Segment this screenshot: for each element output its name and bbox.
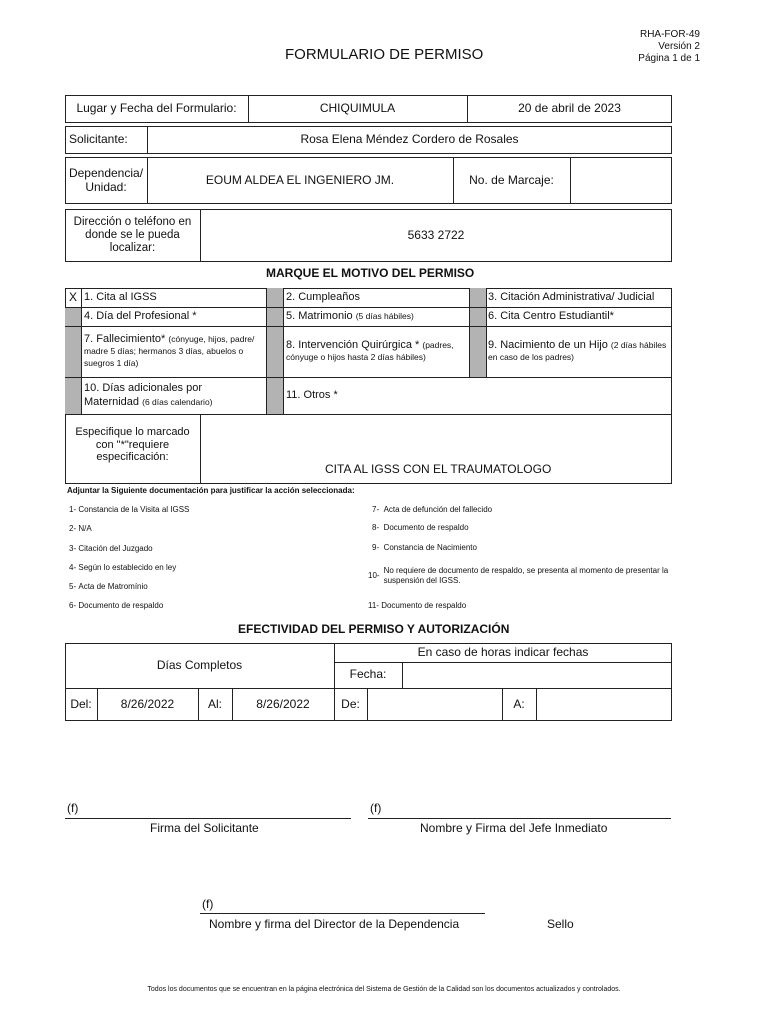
fecha-input[interactable] — [402, 662, 672, 688]
doc-item-text: Según lo establecido en ley — [78, 563, 177, 572]
checkbox-6[interactable] — [469, 307, 486, 326]
doc-item — [372, 505, 492, 514]
al-label: Al: — [207, 696, 222, 711]
doc-item — [69, 582, 148, 591]
solicitante-signature-line[interactable] — [65, 818, 351, 819]
de-input[interactable] — [367, 688, 502, 721]
del-value[interactable]: 8/26/2022 — [120, 696, 175, 711]
doc-item-num: 7- — [372, 505, 380, 514]
option-7 — [84, 333, 264, 369]
especifique-label: Especifique lo marcado con "*"requiere especificación: — [75, 426, 190, 464]
firma-solicitante-label: Firma del Solicitante — [150, 821, 259, 835]
doc-item — [368, 566, 698, 585]
option-6: 6. Cita Centro Estudiantil* — [488, 310, 614, 323]
solicitante-label: Solicitante: — [69, 132, 128, 147]
doc-item-num: 6- — [69, 601, 77, 610]
doc-item-num: 4- — [69, 563, 77, 572]
option-1: 1. Cita al IGSS — [84, 291, 157, 304]
del-label: Del: — [70, 696, 92, 711]
doc-item — [368, 601, 466, 610]
checkbox-2[interactable] — [266, 288, 283, 307]
especifique-value[interactable]: CITA AL IGSS CON EL TRAUMATOLOGO — [325, 462, 552, 476]
doc-item — [372, 523, 469, 532]
checkbox-11[interactable] — [266, 377, 283, 414]
checkbox-8[interactable] — [266, 326, 283, 377]
a-input[interactable] — [536, 688, 672, 721]
option-2: 2. Cumpleaños — [286, 291, 360, 304]
doc-code: RHA-FOR-49 — [639, 29, 700, 40]
doc-item — [69, 601, 163, 610]
doc-item-text: Constancia de Nacimiento — [383, 543, 477, 552]
checkbox-1-mark[interactable]: X — [68, 289, 77, 304]
checkbox-10[interactable] — [65, 377, 81, 414]
option-9 — [488, 339, 671, 363]
director-signature-line[interactable] — [200, 913, 485, 914]
firma-jefe-label: Nombre y Firma del Jefe Inmediato — [420, 821, 608, 835]
doc-item-text: Acta de defunción del fallecido — [383, 505, 493, 514]
option-9-note: (2 días hábiles en caso de los padres) — [488, 340, 667, 363]
option-11: 11. Otros * — [286, 389, 338, 402]
jefe-signature-line[interactable] — [368, 818, 671, 819]
option-10 — [84, 381, 249, 410]
doc-item — [69, 505, 189, 514]
option-8-note: (padres, cónyuge o hijos hasta 2 días hábiles) — [286, 340, 454, 363]
fecha-label: Fecha: — [349, 667, 387, 682]
de-label: De: — [341, 696, 360, 711]
doc-item-text: No requiere de documento de respaldo, se presenta al momento de presentar la suspensión del IGSS. — [383, 566, 669, 585]
f-solicitante: (f) — [67, 801, 79, 815]
checkbox-3[interactable] — [469, 288, 486, 307]
checkbox-5[interactable] — [266, 307, 283, 326]
dependencia-label: Dependencia/ Unidad: — [68, 165, 144, 194]
horas-label: En caso de horas indicar fechas — [417, 644, 589, 659]
motivo-title: MARQUE EL MOTIVO DEL PERMISO — [266, 266, 475, 280]
option-5-note: (5 días hábiles) — [355, 310, 414, 321]
marcaje-value[interactable] — [570, 157, 672, 204]
doc-item-text: Citación del Juzgado — [78, 544, 153, 553]
doc-item-num: 11- — [368, 601, 379, 610]
direccion-label: Dirección o teléfono en donde se le pueda localizar: — [73, 215, 192, 255]
option-7-note: (cónyuge, hijos, padre/ madre 5 días; hermanos 3 días, abuelos o suegros 1 día) — [84, 334, 255, 369]
doc-item-text: N/A — [78, 524, 92, 533]
doc-item-text: Documento de respaldo — [78, 601, 164, 610]
f-jefe: (f) — [370, 801, 382, 815]
doc-version: Versión 2 — [658, 41, 700, 52]
doc-item — [372, 543, 477, 552]
doc-item-text: Documento de respaldo — [381, 601, 467, 610]
option-3: 3. Citación Administrativa/ Judicial — [488, 291, 655, 304]
dias-completos-label: Días Completos — [156, 657, 243, 672]
checkbox-4[interactable] — [65, 307, 81, 326]
fecha-value[interactable]: 20 de abril de 2023 — [518, 101, 621, 116]
doc-item — [69, 563, 176, 572]
direccion-value[interactable]: 5633 2722 — [407, 227, 465, 242]
al-value[interactable]: 8/26/2022 — [256, 696, 310, 711]
dependencia-value[interactable]: EOUM ALDEA EL INGENIERO JM. — [205, 172, 395, 187]
doc-item-num: 2- — [69, 524, 77, 533]
doc-item-num: 8- — [372, 523, 380, 532]
checkbox-9[interactable] — [469, 326, 486, 377]
form-title: FORMULARIO DE PERMISO — [285, 46, 484, 63]
efectividad-title: EFECTIVIDAD DEL PERMISO Y AUTORIZACIÓN — [238, 622, 510, 636]
doc-item-text: Acta de Matromínio — [78, 582, 148, 591]
option-5-main: 5. Matrimonio — [286, 310, 353, 323]
option-7-main: 7. Fallecimiento* — [84, 333, 166, 345]
option-4: 4. Día del Profesional * — [84, 310, 197, 323]
doc-item-num: 5- — [69, 582, 77, 591]
doc-item-text: Documento de respaldo — [383, 523, 469, 532]
doc-item-num: 9- — [372, 543, 380, 552]
option-8 — [286, 339, 467, 363]
option-8-main: 8. Intervención Quirúrgica * — [286, 339, 420, 351]
option-5 — [286, 307, 468, 326]
option-9-main: 9. Nacimiento de un Hijo — [488, 339, 608, 351]
doc-item — [69, 544, 153, 553]
doc-item — [69, 524, 92, 533]
footer-note: Todos los documentos que se encuentran en la página electrónica del Sistema de Gestión de la Calidad son los documentos actualizados y controlados. — [147, 986, 621, 993]
solicitante-value[interactable]: Rosa Elena Méndez Cordero de Rosales — [300, 132, 519, 147]
doc-item-text: Constancia de la Visita al IGSS — [78, 505, 190, 514]
sello-label: Sello — [547, 917, 574, 931]
firma-director-label: Nombre y firma del Director de la Dependencia — [209, 917, 460, 931]
f-director: (f) — [202, 897, 214, 911]
doc-page: Página 1 de 1 — [638, 53, 700, 64]
lugar-value[interactable]: CHIQUIMULA — [319, 101, 396, 116]
lugar-label: Lugar y Fecha del Formulario: — [76, 101, 237, 116]
doc-item-num: 10- — [368, 571, 380, 581]
doc-item-num: 3- — [69, 544, 77, 553]
doc-intro: Adjuntar la Siguiente documentación para justificar la acción seleccionada: — [67, 486, 355, 495]
option-10-main: 10. Días adicionales por Maternidad — [84, 382, 203, 409]
checkbox-7[interactable] — [65, 326, 81, 377]
marcaje-label: No. de Marcaje: — [469, 172, 554, 187]
doc-item-num: 1- — [69, 505, 77, 514]
option-10-note: (6 días calendario) — [142, 397, 213, 408]
a-label: A: — [513, 696, 525, 711]
